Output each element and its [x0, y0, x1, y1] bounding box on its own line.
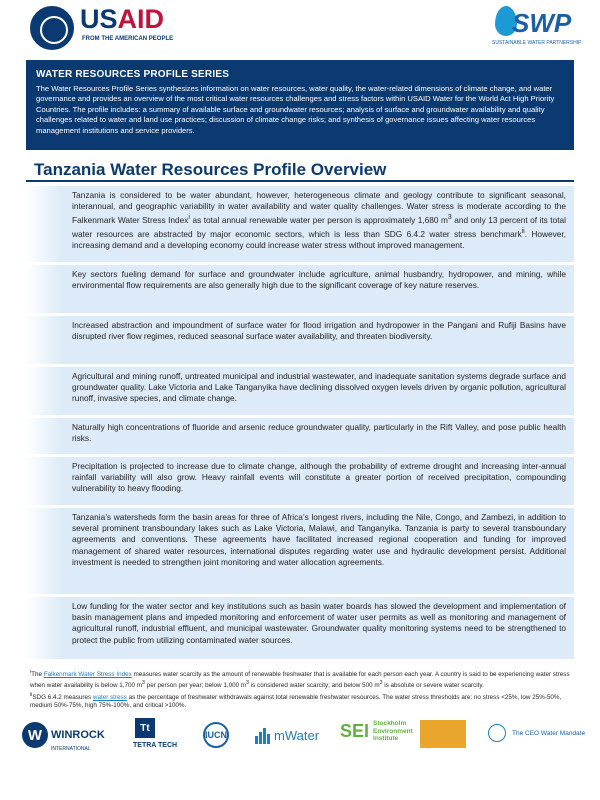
overview-paragraph-6: Precipitation is projected to increase due to climate change, although the probability of extreme drought and increasing inter-annual rainfall variability will also grow. Heavy rainfall events will constitute a greater portion of received precipitation, compounding vulnerability to heavy flooding.: [62, 457, 574, 505]
ceo-water-mandate-name: The CEO Water Mandate: [512, 729, 586, 737]
partner-logos: [0, 718, 600, 758]
swp-tagline: SUSTAINABLE WATER PARTNERSHIP: [492, 40, 582, 46]
overview-paragraph-7: Tanzania’s watersheds form the basin areas for three of Africa’s longest rivers, including the Nile, Congo, and Zambezi, in addition to several prominent transboundary lakes such as Lake Victoria, Malawi, and Tanganyika. Tanzania is party to several transboundary agreements and conventions. These agreements have facilitated increased regional cooperation and funding for improved management of shared water resources, international disputes regarding water use and hydraulic development persist. Additional investment is needed to strengthen joint monitoring and water allocation agreements.: [62, 508, 574, 594]
sei-logo: [340, 720, 413, 743]
overview-paragraph-4: Agricultural and mining runoff, untreated municipal and industrial wastewater, and inadequate sanitation systems degrade surface and groundwater quality. Lake Victoria and Lake Tanganyika have declining dissolved oxygen levels driven by organic pollution, agricultural runoff, invasive species, and climate change.: [62, 367, 574, 415]
series-description: The Water Resources Profile Series synthesizes information on water resources, water quality, the water-related dimensions of climate change, and water governance and provides an overview of the most critical water resources challenges and stress factors within USAID Water for the World Act High Priority Countries. The profile includes: a summary of available surface and groundwater resources; analysis of surface and groundwater availability and quality challenges related to water and land use practices; discussion of climate change risks; and synthesis of governance issues affecting water resources management institutions and service providers.: [36, 84, 555, 135]
mwater-name: mWater: [274, 727, 320, 743]
usaid-logo: USAID: [80, 4, 165, 34]
tetra-tech-logo: [133, 718, 178, 749]
page-header: [0, 0, 600, 60]
mwater-logo: [255, 726, 319, 744]
tetra-tech-name: TETRA TECH: [133, 742, 178, 749]
winrock-icon: W: [22, 722, 48, 748]
footnote-1: $^i$The Falkenmark Water Stress Index measures water scarcity as the amount of renewable freshwater that is available for each person each year. A country is said to be experiencing water stress when water availability is below 1,700 $m^3$ per person per year; below 1,000 $m^3$ is considered water scarcity; and below 500 $m^3$ is absolute or severe water scarcity.: [30, 669, 570, 690]
overview-paragraph-8: Low funding for the water sector and key institutions such as basin water boards has slowed the development and implementation of basin management plans and impeded monitoring and enforcement of water user permits as well as monitoring and management of agricultural runoff, industrial effluent, and municipal wastewater. Groundwater quality monitoring systems need to be strengthened to protect the public from utilizing contaminated water sources.: [62, 597, 574, 659]
footnote-ref-i: i: [188, 214, 190, 222]
overview-paragraph-3: Increased abstraction and impoundment of surface water for flood irrigation and hydropower in the Pangani and Rufiji Basins have disrupted river flow regimes, reduced seasonal surface water availability, and threaten biodiversity.: [62, 316, 574, 364]
footnote-2: $^{ii}$SDG 6.4.2 measures water stress as the percentage of freshwater withdrawals against total renewable freshwater resources. The water stress thresholds are: no stress <25%, low 25%-50%, medium 50%-75%, high 75%-100%, and critical >100%.: [30, 691, 562, 709]
usaid-tagline: FROM THE AMERICAN PEOPLE: [82, 36, 174, 42]
winrock-logo: [22, 722, 105, 752]
footnote-ref-ii: ii: [521, 228, 525, 236]
bar-chart-icon: [255, 726, 271, 744]
winrock-sub: INTERNATIONAL: [51, 746, 91, 752]
iucn-logo: [203, 722, 229, 748]
overview-title: Tanzania Water Resources Profile Overview: [34, 160, 387, 179]
footnotes: [30, 668, 575, 710]
ceo-water-mandate-logo: [488, 724, 585, 742]
winrock-name: WINROCK: [51, 729, 105, 741]
falkenmark-index-link[interactable]: Falkenmark Water Stress Index: [43, 671, 132, 679]
swp-logo: SWP: [512, 8, 572, 38]
overview-paragraph-1: Tanzania is considered to be water abundant, however, heterogeneous climate and geology contribute to significant seasonal, interannual, and geographic variability in water availability and water quality challenges. Water stress is moderate according to the Falkenmark Water Stress Index$^i$ as total annual renewable water per person is approximately 1,680 $m^3$ and only 13 percent of its total water resources are abstracted by major economic sectors, which is less than SDG 6.4.2 water stress benchmark$^{ii}$. However, increasing demand and a developing economy could increase water stress without improved management.: [62, 186, 574, 262]
tetra-tech-icon: Tt: [135, 718, 155, 738]
overview-paragraph-2: Key sectors fueling demand for surface and groundwater include agriculture, animal husbandry, hydropower, and mining, while environmental flow requirements are also generally high due to the significant coverage of key nature reserves.: [62, 265, 574, 313]
usaid-seal-icon: [30, 6, 74, 50]
alliance-logo: [420, 720, 466, 748]
title-divider: [26, 180, 574, 182]
sei-mark: SEI: [340, 720, 370, 741]
series-title: WATER RESOURCES PROFILE SERIES: [36, 69, 230, 80]
overview-paragraph-5: Naturally high concentrations of fluoride and arsenic reduce groundwater quality, particularly in the Rift Valley, and pose public health risks.: [62, 418, 574, 454]
water-stress-link[interactable]: water stress: [92, 693, 127, 701]
alliance-logo-icon: [420, 720, 466, 748]
series-intro-band: [26, 60, 574, 150]
iucn-name: IUCN: [203, 722, 229, 748]
un-globe-icon: [488, 724, 506, 742]
sei-name: Stockholm Environment Institute: [373, 720, 413, 742]
